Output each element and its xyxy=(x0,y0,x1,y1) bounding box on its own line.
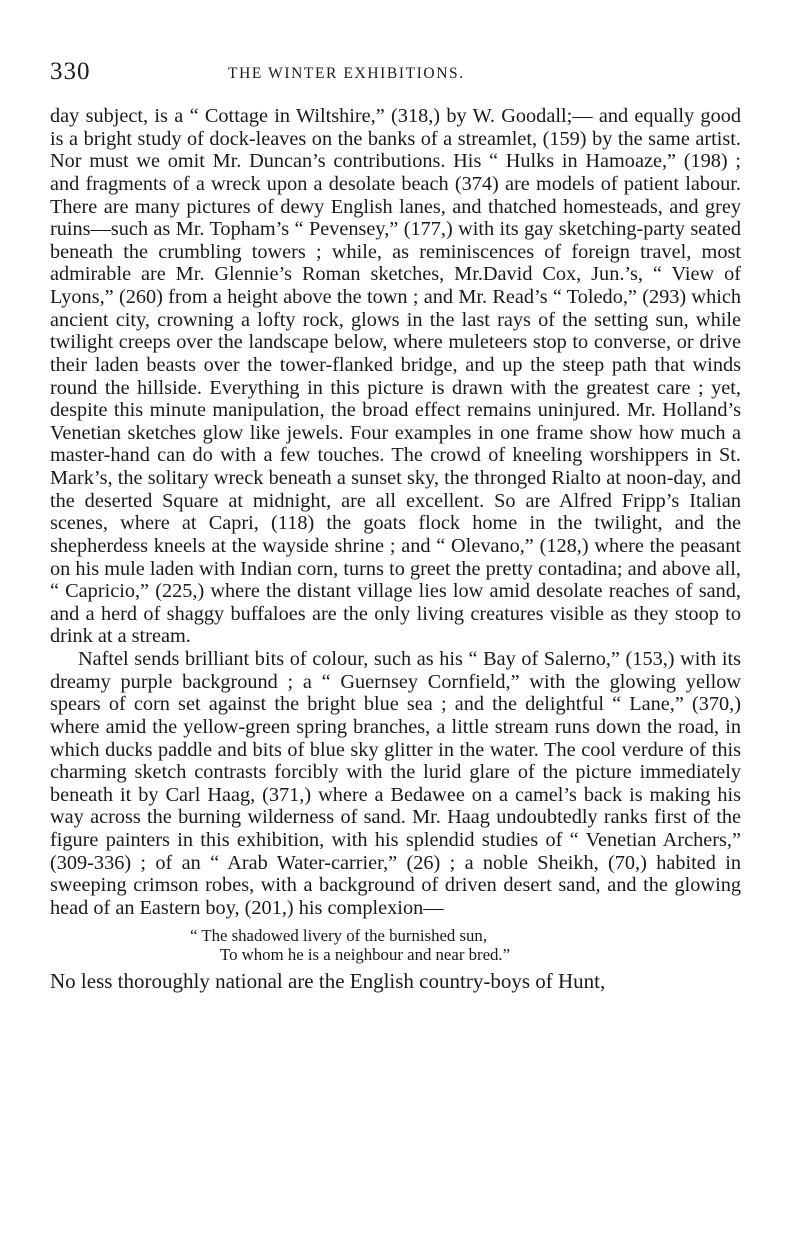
article-body xyxy=(50,105,741,992)
verse-line: “ The shadowed livery of the burnished sun, xyxy=(190,925,488,945)
paragraph-final-line: No less thoroughly national are the English country-boys of Hunt, xyxy=(50,968,606,993)
running-title: THE WINTER EXHIBITIONS. xyxy=(228,65,465,82)
paragraph-watercolour-landscapes: day subject, is a “ Cottage in Wiltshire,” (318,) by W. Goodall;— and equally good is a bright study of dock-leaves on the banks of a streamlet, (159) by the same artist. Nor must we omit Mr. Duncan’s contributions. His “ Hulks in Hamoaze,” (198) ; and fragments of a wreck upon a desolate beach (374) are models of patient labour. There are many pictures of dewy English lanes, and thatched homesteads, and grey ruins—such as Mr. Topham’s “ Pevensey,” (177,) with its gay sketching-party seated beneath the crumbling towers ; while, as reminiscences of foreign travel, most admirable are Mr. Glennie’s Roman sketches, Mr.David Cox, Jun.’s, “ View of Lyons,” (260) from a height above the town ; and Mr. Read’s “ Toledo,” (293) which ancient city, crowning a lofty rock, glows in the last rays of the setting sun, while twilight creeps over the landscape below, where muleteers stop to converse, or drive their laden beasts over the tower-flanked bridge, and up the steep path that winds round the hillside. Everything in this picture is drawn with the greatest care ; yet, despite this minute manipulation, the broad effect remains uninjured. Mr. Holland’s Venetian sketches glow like jewels. Four examples in one frame show how much a master-hand can do with a few touches. The crowd of kneeling worshippers in St. Mark’s, the solitary wreck beneath a sunset sky, the thronged Rialto at noon-day, and the deserted Square at midnight, are all excellent. So are Alfred Fripp’s Italian scenes, where at Capri, (118) the goats flock home in the twilight, and the shepherdess kneels at the wayside shrine ; and “ Olevano,” (128,) where the peasant on his mule laden with Indian corn, turns to greet the pretty contadina; and above all, “ Capricio,” (225,) where the distant village lies low amid desolate reaches of sand, and a herd of shaggy buffaloes are the only living creatures visible as they stoop to drink at a stream. xyxy=(50,105,741,648)
running-header xyxy=(50,58,740,88)
paragraph-naftel-haag: Naftel sends brilliant bits of colour, such as his “ Bay of Salerno,” (153,) with its dreamy purple background ; a “ Guernsey Cornfield,” with the glowing yellow spears of corn set against the bright blue sea ; and the delightful “ Lane,” (370,) where amid the yellow-green spring branches, a little stream runs down the road, in which ducks paddle and bits of blue sky glitter in the water. The cool verdure of this charming sketch contrasts forcibly with the lurid glare of the picture immediately beneath it by Carl Haag, (371,) where a Bedawee on a camel’s back is making his way across the burning wilderness of sand. Mr. Haag undoubtedly ranks first of the figure painters in this exhibition, with his splendid studies of “ Venetian Archers,” (309-336) ; of an “ Arab Water-carrier,” (26) ; a noble Sheikh, (70,) habited in sweeping crimson robes, with a background of driven desert sand, and the glowing head of an Eastern boy, (201,) his complexion— xyxy=(50,648,741,919)
verse-line: To whom he is a neighbour and near bred.” xyxy=(220,944,511,964)
quoted-verse xyxy=(50,926,741,964)
page-number: 330 xyxy=(50,58,91,85)
